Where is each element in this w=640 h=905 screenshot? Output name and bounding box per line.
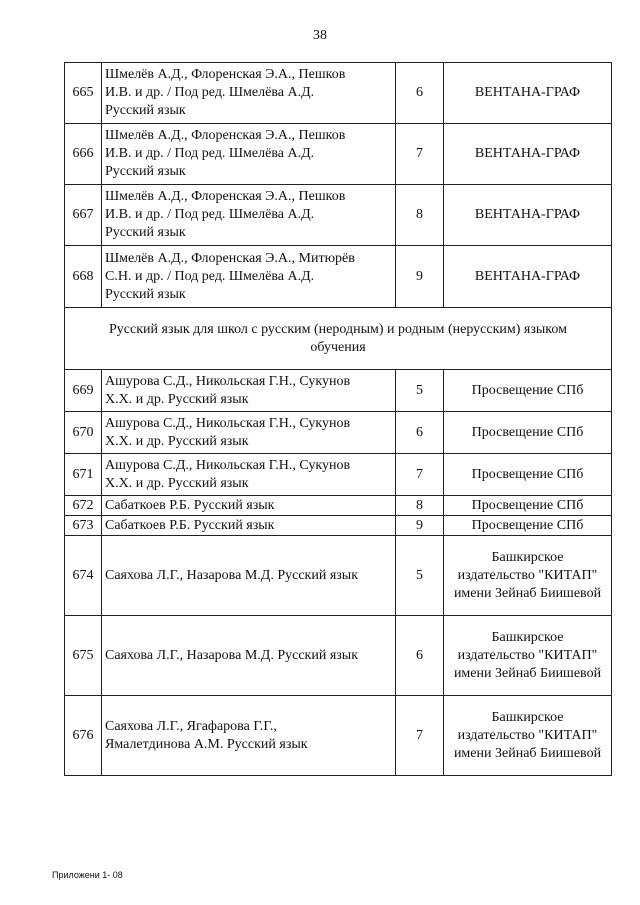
publisher-line: ВЕНТАНА-ГРАФ xyxy=(474,85,581,100)
author-title-line: И.В. и др. / Под ред. Шмелёва А.Д. xyxy=(105,207,315,222)
table-row xyxy=(65,516,612,536)
grade-cell: 5 xyxy=(396,370,444,412)
author-title-line: Саяхова Л.Г., Ягафарова Г.Г., xyxy=(105,718,277,734)
publisher-cell xyxy=(444,616,612,696)
table-row xyxy=(65,496,612,516)
publisher-cell xyxy=(444,63,612,124)
author-title-line: Шмелёв А.Д., Флоренская Э.А., Пешков xyxy=(105,128,346,143)
publisher-cell xyxy=(444,516,612,536)
table-row xyxy=(65,616,612,696)
author-title-line: Сабаткоев Р.Б. Русский язык xyxy=(105,517,275,533)
row-number: 673 xyxy=(65,516,102,536)
page-number: 38 xyxy=(313,28,327,43)
author-title-cell xyxy=(102,454,396,496)
author-title-cell xyxy=(102,63,396,124)
author-title-line: Саяхова Л.Г., Назарова М.Д. Русский язык xyxy=(105,647,358,663)
table-body-top xyxy=(65,63,612,308)
grade-cell: 6 xyxy=(396,616,444,696)
publisher-cell xyxy=(444,412,612,454)
row-number: 676 xyxy=(65,696,102,776)
grade-cell: 7 xyxy=(396,454,444,496)
table-section-heading xyxy=(65,308,612,370)
row-number: 669 xyxy=(65,370,102,412)
author-title-cell xyxy=(102,696,396,776)
author-title-cell xyxy=(102,246,396,308)
author-title-line: Русский язык xyxy=(105,164,186,179)
author-title-line: Сабаткоев Р.Б. Русский язык xyxy=(105,497,275,513)
row-number: 665 xyxy=(65,63,102,124)
table-row xyxy=(65,536,612,616)
author-title-cell xyxy=(102,536,396,616)
footer-note: Приложени 1- 08 xyxy=(52,870,123,880)
author-title-line: Х.Х. и др. Русский язык xyxy=(105,475,249,491)
author-title-cell xyxy=(102,412,396,454)
publisher-line: Просвещение СПб xyxy=(471,517,584,533)
author-title-line: И.В. и др. / Под ред. Шмелёва А.Д. xyxy=(105,85,315,100)
author-title-line: Русский язык xyxy=(105,286,186,302)
publisher-line: ВЕНТАНА-ГРАФ xyxy=(474,268,581,284)
grade-cell: 5 xyxy=(396,536,444,616)
table-row xyxy=(65,246,612,308)
textbook-table xyxy=(64,62,612,776)
author-title-line: Ашурова С.Д., Никольская Г.Н., Сукунов xyxy=(105,457,351,473)
author-title-line: Русский язык xyxy=(105,103,186,118)
author-title-line: Саяхова Л.Г., Назарова М.Д. Русский язык xyxy=(105,567,358,583)
table-body-bottom xyxy=(65,370,612,776)
publisher-line: Башкирское xyxy=(491,709,564,725)
author-title-line: Х.Х. и др. Русский язык xyxy=(105,391,249,407)
section-heading-row xyxy=(65,308,612,370)
author-title-line: И.В. и др. / Под ред. Шмелёва А.Д. xyxy=(105,146,315,161)
author-title-line: С.Н. и др. / Под ред. Шмелёва А.Д. xyxy=(105,268,315,284)
table-row xyxy=(65,185,612,246)
author-title-line: Русский язык xyxy=(105,225,186,240)
publisher-line: издательство "КИТАП" xyxy=(457,647,598,663)
grade-cell: 7 xyxy=(396,696,444,776)
publisher-cell xyxy=(444,696,612,776)
author-title-cell xyxy=(102,370,396,412)
publisher-cell xyxy=(444,496,612,516)
grade-cell: 6 xyxy=(396,412,444,454)
author-title-cell xyxy=(102,124,396,185)
row-number: 667 xyxy=(65,185,102,246)
author-title-cell xyxy=(102,516,396,536)
grade-cell: 9 xyxy=(396,516,444,536)
publisher-line: ВЕНТАНА-ГРАФ xyxy=(474,146,581,161)
table-row xyxy=(65,370,612,412)
grade-cell: 8 xyxy=(396,185,444,246)
publisher-line: Просвещение СПб xyxy=(471,382,584,398)
publisher-cell xyxy=(444,124,612,185)
grade-cell: 9 xyxy=(396,246,444,308)
author-title-line: Шмелёв А.Д., Флоренская Э.А., Пешков xyxy=(105,67,346,82)
author-title-line: Шмелёв А.Д., Флоренская Э.А., Митюрёв xyxy=(105,250,355,266)
row-number: 666 xyxy=(65,124,102,185)
publisher-line: Просвещение СПб xyxy=(471,497,584,513)
row-number: 672 xyxy=(65,496,102,516)
table-row xyxy=(65,63,612,124)
section-heading: Русский язык для школ с русским (неродным) и родным (нерусским) языком обучения xyxy=(65,308,612,370)
publisher-line: издательство "КИТАП" xyxy=(457,567,598,583)
table-row xyxy=(65,412,612,454)
row-number: 675 xyxy=(65,616,102,696)
grade-cell: 6 xyxy=(396,63,444,124)
publisher-line: издательство "КИТАП" xyxy=(457,727,598,743)
publisher-line: ВЕНТАНА-ГРАФ xyxy=(474,207,581,222)
publisher-line: Просвещение СПб xyxy=(471,424,584,440)
publisher-cell xyxy=(444,454,612,496)
table-row xyxy=(65,696,612,776)
author-title-cell xyxy=(102,496,396,516)
publisher-cell xyxy=(444,185,612,246)
table-row xyxy=(65,124,612,185)
author-title-line: Ямалетдинова А.М. Русский язык xyxy=(105,736,308,752)
grade-cell: 8 xyxy=(396,496,444,516)
publisher-line: Просвещение СПб xyxy=(471,466,584,482)
row-number: 671 xyxy=(65,454,102,496)
grade-cell: 7 xyxy=(396,124,444,185)
publisher-line: Башкирское xyxy=(491,549,564,565)
publisher-line: имени Зейнаб Биишевой xyxy=(453,585,602,601)
author-title-line: Ашурова С.Д., Никольская Г.Н., Сукунов xyxy=(105,373,351,389)
author-title-cell xyxy=(102,185,396,246)
row-number: 668 xyxy=(65,246,102,308)
publisher-cell xyxy=(444,370,612,412)
publisher-line: Башкирское xyxy=(491,629,564,645)
author-title-line: Шмелёв А.Д., Флоренская Э.А., Пешков xyxy=(105,189,346,204)
publisher-cell xyxy=(444,246,612,308)
author-title-line: Х.Х. и др. Русский язык xyxy=(105,433,249,449)
author-title-cell xyxy=(102,616,396,696)
row-number: 670 xyxy=(65,412,102,454)
publisher-line: имени Зейнаб Биишевой xyxy=(453,745,602,761)
row-number: 674 xyxy=(65,536,102,616)
author-title-line: Ашурова С.Д., Никольская Г.Н., Сукунов xyxy=(105,415,351,431)
publisher-cell xyxy=(444,536,612,616)
publisher-line: имени Зейнаб Биишевой xyxy=(453,665,602,681)
table-row xyxy=(65,454,612,496)
